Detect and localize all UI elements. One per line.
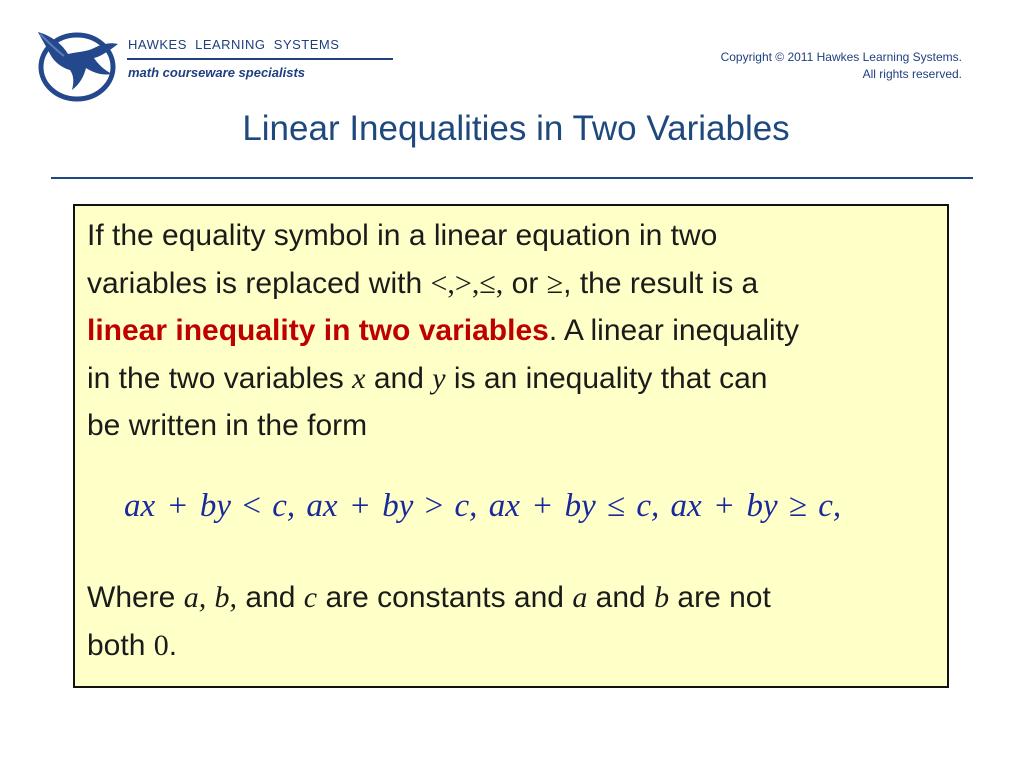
- text-run: are not: [677, 581, 771, 614]
- variable-x: x: [352, 361, 366, 395]
- inequality-form: ax + by < c,: [124, 488, 296, 524]
- copyright-line: Copyright © 2011 Hawkes Learning Systems.: [720, 50, 962, 64]
- title-divider: [51, 177, 973, 179]
- hawk-globe-icon: [32, 26, 118, 104]
- brand-divider: [127, 58, 393, 60]
- variable-b: b,: [214, 581, 238, 614]
- brand-tagline: math courseware specialists: [128, 65, 306, 80]
- text-run: be written in the form: [87, 409, 368, 442]
- inequality-forms: [124, 484, 841, 528]
- variable-c: c: [303, 581, 318, 614]
- text-run: If the equality symbol in a linear equation in two: [87, 219, 718, 252]
- definition-line: [87, 402, 799, 450]
- text-run: and: [595, 581, 646, 614]
- page-title: Linear Inequalities in Two Variables: [242, 109, 790, 148]
- text-run: . A linear inequality: [548, 314, 799, 347]
- definition-line: [87, 260, 799, 308]
- text-run: , the result is a: [563, 266, 759, 300]
- text-run: or: [511, 266, 539, 300]
- inequality-symbols: <,>,≤,: [430, 266, 504, 300]
- text-run: variables is replaced with: [87, 266, 423, 300]
- inequality-form: ax + by ≤ c,: [488, 488, 660, 524]
- definition-line: [87, 355, 799, 403]
- inequality-form: ax + by ≥ c,: [670, 488, 842, 524]
- variable-a: a: [572, 581, 588, 614]
- definition-line: [87, 574, 771, 622]
- rights-line: All rights reserved.: [862, 67, 962, 81]
- text-run: both: [87, 628, 146, 662]
- constants-paragraph: [87, 574, 771, 669]
- variable-a: a,: [183, 581, 207, 614]
- zero-value: 0: [153, 628, 169, 662]
- variable-b: b: [654, 581, 670, 614]
- text-run: is an inequality that can: [453, 361, 768, 395]
- text-run: Where: [87, 581, 176, 614]
- text-run: and: [245, 581, 296, 614]
- text-run: and: [373, 361, 424, 395]
- definition-line: [87, 622, 771, 670]
- definition-paragraph: [87, 212, 799, 450]
- ge-symbol: ≥: [546, 266, 564, 300]
- text-run: are constants and: [325, 581, 564, 614]
- brand-name: HAWKES LEARNING SYSTEMS: [128, 37, 340, 52]
- definition-line: [87, 307, 799, 355]
- text-run: in the two variables: [87, 361, 344, 395]
- definition-line: [87, 212, 799, 260]
- definition-box: [73, 204, 949, 688]
- inequality-form: ax + by > c,: [306, 488, 478, 524]
- text-run: .: [168, 628, 178, 662]
- variable-y: y: [432, 361, 446, 395]
- copyright-notice: [721, 49, 962, 83]
- key-term: linear inequality in two variables: [87, 314, 549, 347]
